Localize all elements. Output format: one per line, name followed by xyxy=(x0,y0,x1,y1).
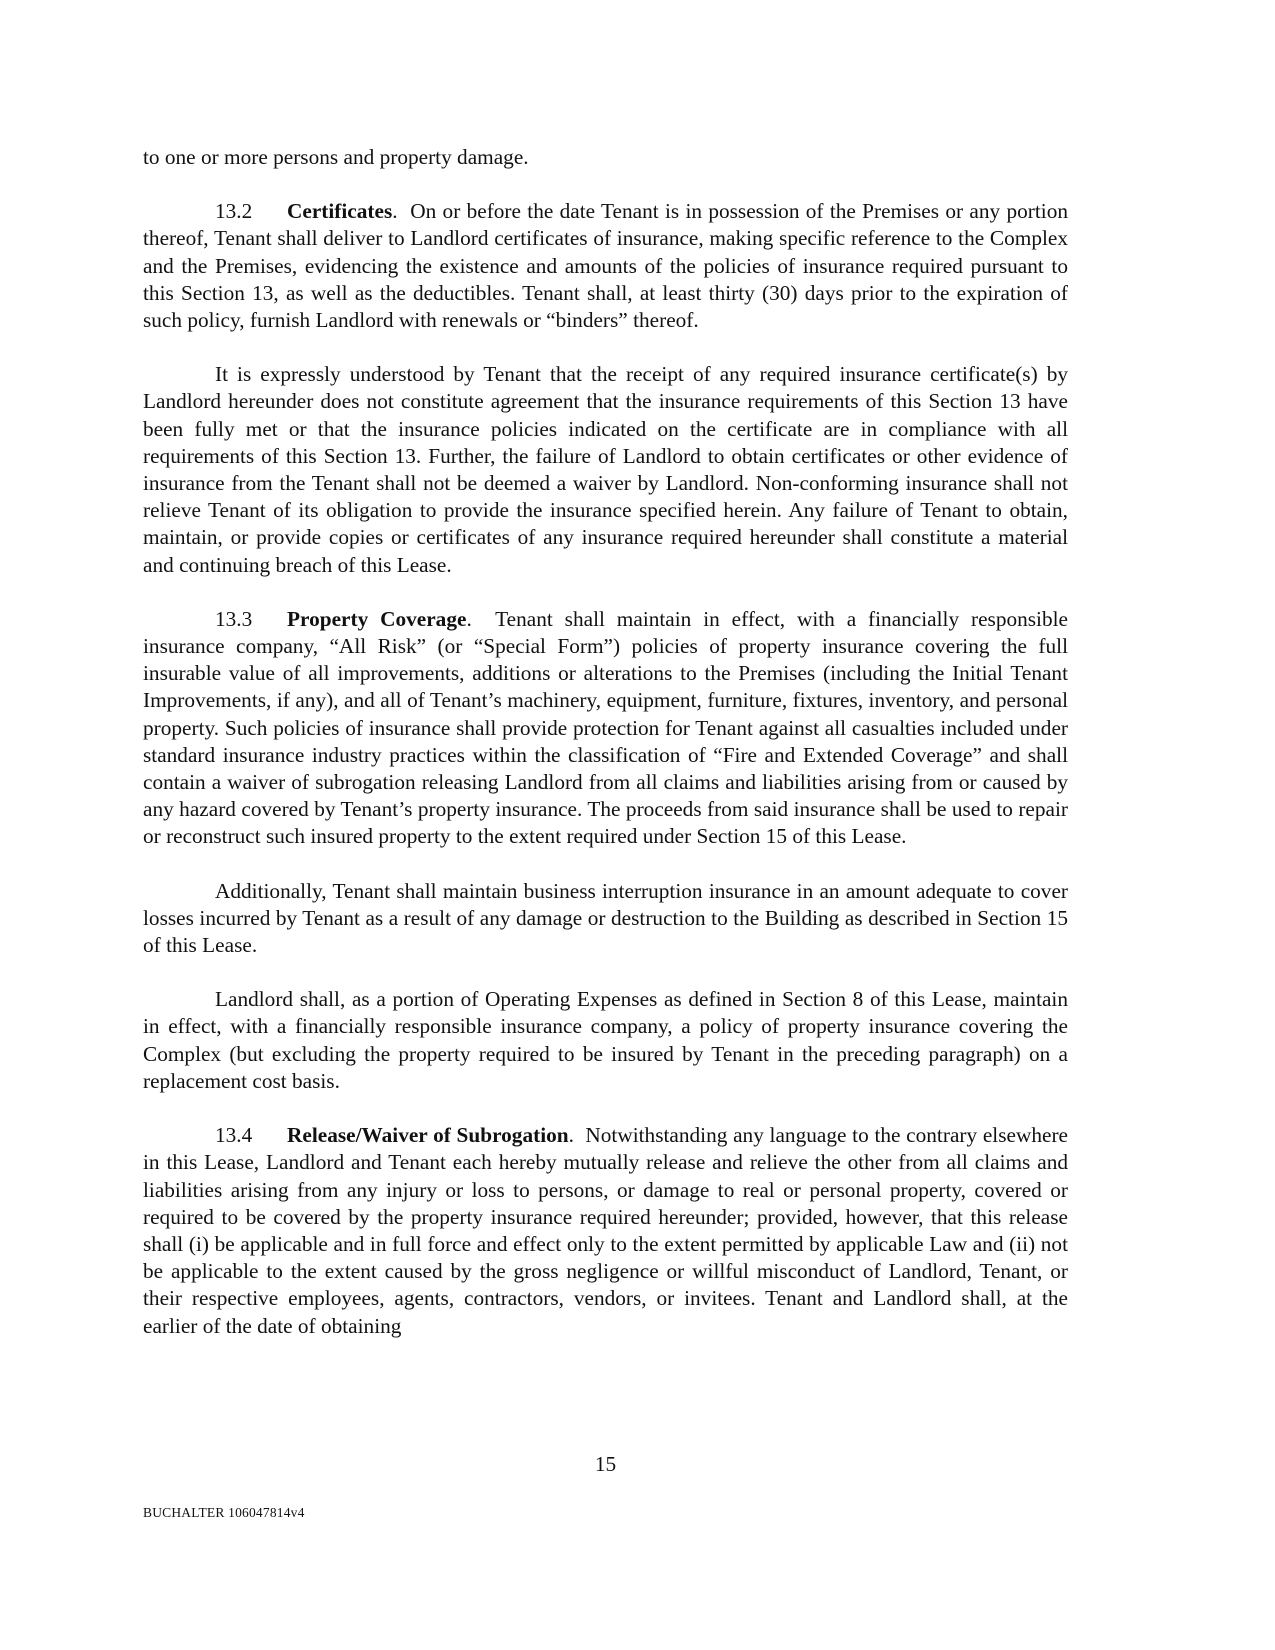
section-13-3-property-coverage: 13.3 Property Coverage. Tenant shall maintain in effect, with a financially responsible insurance company, “All Risk” (or “Special Form”) policies of property insurance covering the full insurable value of all improvements, additions or alterations to the Premises (including the Initial Tenant Improvements, if any), and all of Tenant’s machinery, equipment, furniture, fixtures, inventory, and personal property. Such policies of insurance shall provide protection for Tenant against all casualties included under standard insurance industry practices within the classification of “Fire and Extended Coverage” and shall contain a waiver of subrogation releasing Landlord from all claims and liabilities arising from or caused by any hazard covered by Tenant’s property insurance. The proceeds from said insurance shall be used to repair or reconstruct such insured property to the extent required under Section 15 of this Lease. xyxy=(143,606,1068,849)
section-heading: Release/Waiver of Subrogation xyxy=(287,1123,569,1148)
section-number: 13.2 xyxy=(215,199,253,224)
footer-doc-id: BUCHALTER 106047814v4 xyxy=(143,1505,305,1520)
section-13-2-certificates: 13.2 Certificates. On or before the date Tenant is in possession of the Premises or any portion thereof, Tenant shall deliver to Landlord certificates of insurance, making specific reference to the Complex and the Premises, evidencing the existence and amounts of the policies of insurance required pursuant to this Section 13, as well as the deductibles. Tenant shall, at least thirty (30) days prior to the expiration of such policy, furnish Landlord with renewals or “binders” thereof. xyxy=(143,199,1068,333)
section-text: Tenant shall maintain in effect, with a financially responsible insurance company, “All Risk” (or “Special Form”) policies of property insurance covering the full insurable value of all improvements, additions or alterations to the Premises (including the Initial Tenant Improvements, if any), and all of Tenant’s machinery, equipment, furniture, fixtures, inventory, and personal property. Such policies of insurance shall provide protection for Tenant against all casualties included under standard insurance industry practices within the classification of “Fire and Extended Coverage” and shall contain a waiver of subrogation releasing Landlord from all claims and liabilities arising from or caused by any hazard covered by Tenant’s property insurance. The proceeds from said insurance shall be used to repair or reconstruct such insured property to the extent required under Section 15 of this Lease. xyxy=(143,606,1068,849)
section-number: 13.4 xyxy=(215,1123,253,1148)
paragraph-business-interruption: Additionally, Tenant shall maintain business interruption insurance in an amount adequate to cover losses incurred by Tenant as a result of any damage or destruction to the Building as described in Section 15 of this Lease. xyxy=(143,878,1068,958)
section-heading: Property Coverage xyxy=(287,606,467,631)
paragraph-landlord-insurance: Landlord shall, as a portion of Operating Expenses as defined in Section 8 of this Lease, maintain in effect, with a financially responsible insurance company, a policy of property insurance covering the Complex (but excluding the property required to be insured by Tenant in the preceding paragraph) on a replacement cost basis. xyxy=(143,987,1068,1093)
section-text: On or before the date Tenant is in possession of the Premises or any portion thereof, Tenant shall deliver to Landlord certificates of insurance, making specific reference to the Complex and the Premises, evidencing the existence and amounts of the policies of insurance required pursuant to this Section 13, as well as the deductibles. Tenant shall, at least thirty (30) days prior to the expiration of such policy, furnish Landlord with renewals or “binders” thereof. xyxy=(143,199,1068,333)
section-text: Notwithstanding any language to the contrary elsewhere in this Lease, Landlord and Tenant each hereby mutually release and relieve the other from all claims and liabilities arising from any injury or loss to persons, or damage to real or personal property, covered or required to be covered by the property insurance required hereunder; provided, however, that this release shall (i) be applicable and in full force and effect only to the extent permitted by applicable Law and (ii) not be applicable to the extent caused by the gross negligence or willful misconduct of Landlord, Tenant, or their respective employees, agents, contractors, vendors, or invitees. Tenant and Landlord shall, at the earlier of the date of obtaining xyxy=(143,1123,1068,1338)
section-13-4-release-waiver: 13.4 Release/Waiver of Subrogation. Notwithstanding any language to the contrary elsewhere in this Lease, Landlord and Tenant each hereby mutually release and relieve the other from all claims and liabilities arising from any injury or loss to persons, or damage to real or personal property, covered or required to be covered by the property insurance required hereunder; provided, however, that this release shall (i) be applicable and in full force and effect only to the extent permitted by applicable Law and (ii) not be applicable to the extent caused by the gross negligence or willful misconduct of Landlord, Tenant, or their respective employees, agents, contractors, vendors, or invitees. Tenant and Landlord shall, at the earlier of the date of obtaining xyxy=(143,1123,1068,1338)
section-number: 13.3 xyxy=(215,606,253,631)
paragraph-continuation: to one or more persons and property damage. xyxy=(143,145,529,169)
section-heading: Certificates xyxy=(287,199,393,224)
paragraph-certificate-understanding: It is expressly understood by Tenant that the receipt of any required insurance certificate(s) by Landlord hereunder does not constitute agreement that the insurance requirements of this Section 13 have been fully met or that the insurance policies indicated on the certificate are in compliance with all requirements of this Section 13. Further, the failure of Landlord to obtain certificates or other evidence of insurance from the Tenant shall not be deemed a waiver by Landlord. Non-conforming insurance shall not relieve Tenant of its obligation to provide the insurance specified herein. Any failure of Tenant to obtain, maintain, or provide copies or certificates of any insurance required hereunder shall constitute a material and continuing breach of this Lease. xyxy=(143,362,1068,577)
page-number: 15 xyxy=(594,1452,617,1476)
document-body xyxy=(143,144,1068,1367)
